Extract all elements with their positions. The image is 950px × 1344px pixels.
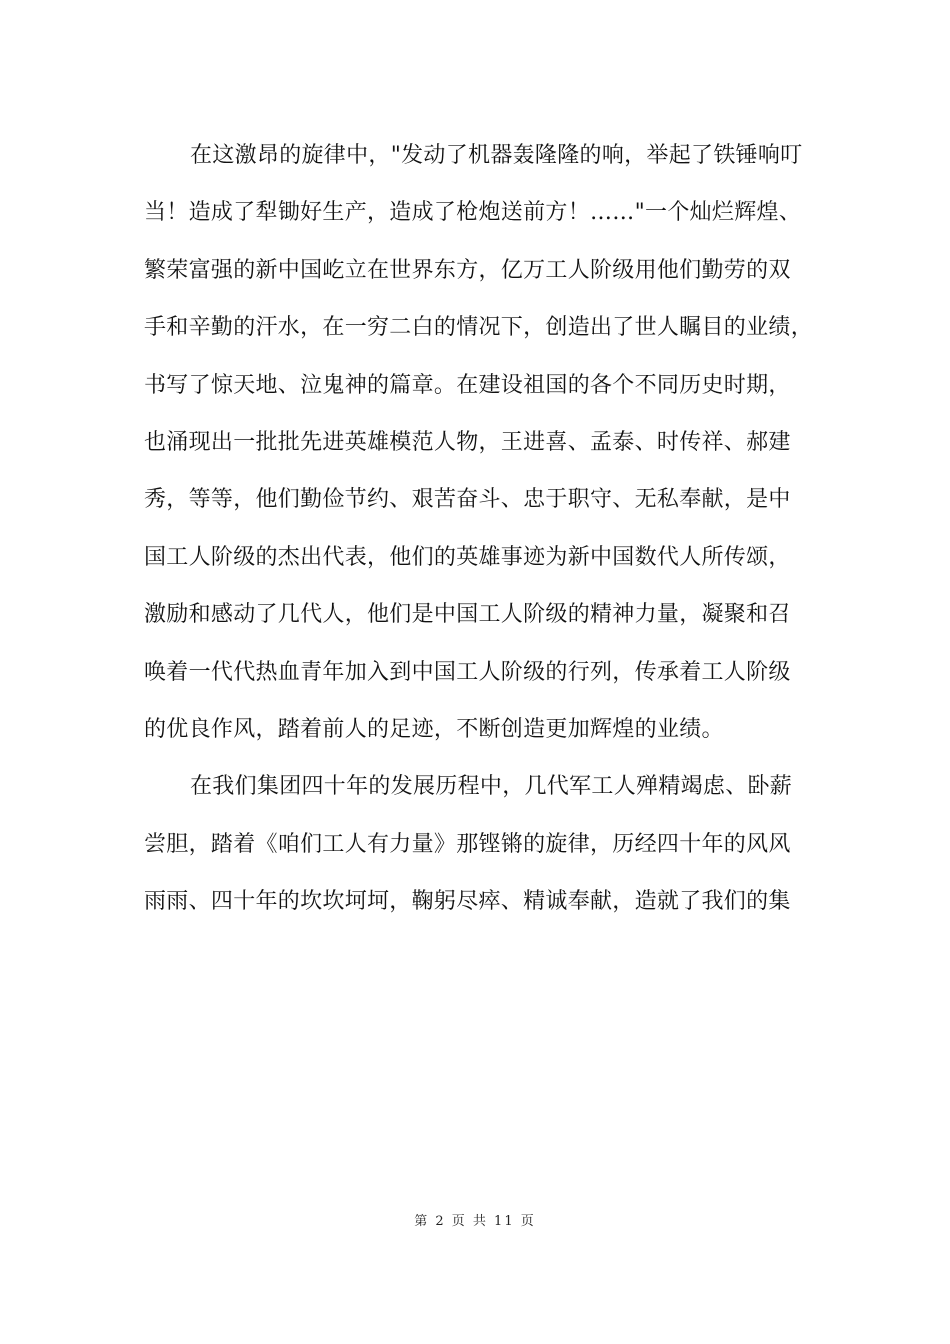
paragraph-1-line-5: 书写了惊天地、泣鬼神的篇章。在建设祖国的各个不同历史时期， — [144, 372, 791, 398]
paragraph-1-line-9: 激励和感动了几代人，他们是中国工人阶级的精神力量，凝聚和召 — [144, 602, 791, 628]
paragraph-1-line-8: 国工人阶级的杰出代表，他们的英雄事迹为新中国数代人所传颂， — [144, 544, 791, 570]
body-text — [144, 136, 824, 939]
paragraph-1-line-3: 繁荣富强的新中国屹立在世界东方，亿万工人阶级用他们勤劳的双 — [144, 257, 791, 283]
paragraph-1-line-4: 手和辛勤的汗水，在一穷二白的情况下，创造出了世人瞩目的业绩， — [144, 315, 814, 341]
paragraph-2-line-1: 在我们集团四十年的发展历程中，几代军工人殚精竭虑、卧薪 — [190, 774, 793, 800]
paragraph-1-line-7: 秀，等等，他们勤俭节约、艰苦奋斗、忠于职守、无私奉献，是中 — [144, 487, 791, 513]
paragraph-1-line-10: 唤着一代代热血青年加入到中国工人阶级的行列，传承着工人阶级 — [144, 659, 791, 685]
paragraph-2-line-2: 尝胆，踏着《咱们工人有力量》那铿锵的旋律，历经四十年的风风 — [144, 831, 791, 857]
paragraph-1-line-11: 的优良作风，踏着前人的足迹，不断创造更加辉煌的业绩。 — [144, 716, 724, 742]
paragraph-1-line-1: 在这激昂的旋律中，"发动了机器轰隆隆的响，举起了铁锤响叮 — [190, 143, 803, 168]
page-number-label: 第 2 页 共 11 页 — [414, 1214, 536, 1229]
paragraph-1-line-2: 当！造成了犁锄好生产，造成了枪炮送前方！……"一个灿烂辉煌、 — [144, 200, 802, 226]
paragraph-1-line-6: 也涌现出一批批先进英雄模范人物，王进喜、孟泰、时传祥、郝建 — [144, 429, 791, 455]
page-footer — [0, 1210, 950, 1229]
paragraph-2-line-3: 雨雨、四十年的坎坎坷坷，鞠躬尽瘁、精诚奉献，造就了我们的集 — [144, 889, 791, 915]
